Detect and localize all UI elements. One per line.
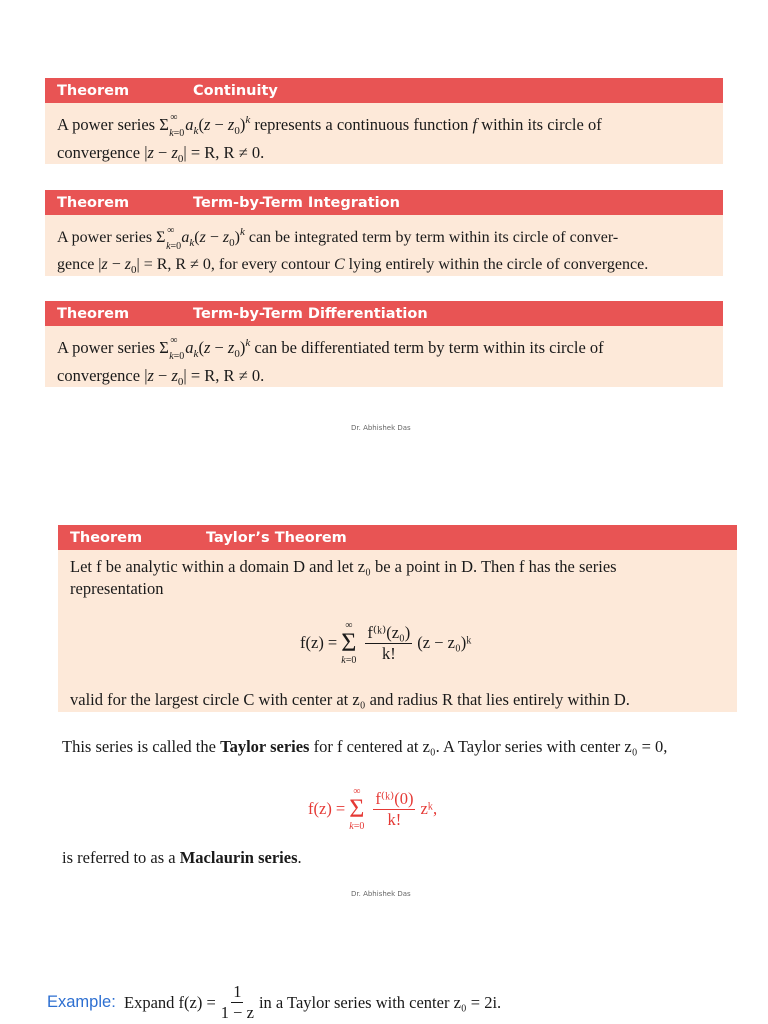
- theorem-term-differentiation: [45, 301, 723, 387]
- series-intro: A power series: [57, 338, 156, 357]
- formula-lhs: f(z) =: [300, 633, 338, 652]
- example-label: Example:: [47, 993, 116, 1011]
- theorem-label: Theorem: [57, 194, 130, 211]
- maclaurin-definition: [62, 847, 302, 869]
- statement-text: lying entirely within the circle of convergence.: [348, 256, 649, 273]
- taylor-formula: [300, 620, 471, 666]
- theorem-title: Taylor’s Theorem: [206, 529, 347, 546]
- statement-text: convergence |: [57, 143, 148, 162]
- author-credit: Dr. Abhishek Das: [351, 890, 411, 898]
- theorem-header: [58, 525, 737, 550]
- theorem-title: Continuity: [193, 82, 278, 99]
- theorem-statement: A power series Σ ∞ k=0 $a_k(z - z_0)^k$ can be integrated term by term within its circle of conver- gence $|z - z_0| = R$, R ≠ 0, for every contour C lying entirely within the circle of convergence.: [57, 225, 649, 276]
- statement-text: can be differentiated term by term within its circle of: [254, 338, 604, 357]
- theorem-taylor: [58, 525, 737, 712]
- theorem-statement: A power series Σ ∞ k=0 $a_k(z - z_0)^k$ represents a continuous function f within its circle of convergence $|z - z_0| = R$, R ≠ 0.: [57, 112, 602, 165]
- summation-icon: ∞ Σ k=0: [349, 786, 365, 832]
- statement-text: | = R, R ≠ 0, for every contour: [136, 256, 330, 273]
- theorem-label: Theorem: [57, 82, 130, 99]
- formula-rhs: zᵏ,: [420, 799, 438, 818]
- example: [47, 982, 501, 1023]
- statement-text: within its circle of: [481, 115, 602, 134]
- theorem-label: Theorem: [57, 305, 130, 322]
- formula-fraction: $\frac{\text{f⁽ᵏ⁾(0)}}{k!}$: [375, 788, 414, 829]
- term-taylor-series: Taylor series: [220, 737, 310, 756]
- text: is referred to as a: [62, 848, 176, 867]
- statement-text: can be integrated term by term within its circle of conver-: [248, 229, 619, 246]
- taylor-series-definition: [62, 736, 667, 758]
- series-intro: A power series: [57, 115, 156, 134]
- theorem-term-integration: [45, 190, 723, 276]
- theorem-validity: [58, 683, 642, 718]
- theorem-title: Term-by-Term Integration: [193, 194, 400, 211]
- summation-icon: ∞ Σ k=0: [341, 620, 357, 666]
- theorem-label: Theorem: [70, 529, 143, 546]
- statement-text: represents a continuous function: [254, 115, 469, 134]
- example-text: in a Taylor series with center z₀ = 2i.: [258, 992, 502, 1012]
- statement-text: | = R, R ≠ 0.: [183, 143, 265, 162]
- theorem-continuity: [45, 78, 723, 164]
- statement-text: valid for the largest circle C with center at z₀ and radius R that lies entirely within D.: [70, 690, 630, 709]
- maclaurin-formula: [308, 786, 437, 832]
- formula-lhs: f(z) =: [308, 799, 346, 818]
- theorem-title: Term-by-Term Differentiation: [193, 305, 428, 322]
- example-fraction: $\frac{1}{1 - z}$: [220, 982, 254, 1022]
- theorem-statement: [58, 550, 737, 607]
- statement-text: Let f be analytic within a domain D and let z₀ be a point in D. Then f has the series: [70, 557, 617, 576]
- statement-text: convergence |: [57, 366, 148, 385]
- theorem-header: [45, 190, 723, 215]
- statement-text: | = R, R ≠ 0.: [183, 366, 265, 385]
- text: .: [297, 848, 302, 867]
- theorem-header: [45, 301, 723, 326]
- series-intro: A power series: [57, 229, 153, 246]
- text: for f centered at z₀. A Taylor series with center z₀ = 0,: [313, 737, 668, 756]
- formula-fraction: $\frac{\text{f⁽ᵏ⁾(z₀)}}{k!}$: [367, 622, 411, 663]
- example-text: Expand f(z) =: [124, 992, 216, 1012]
- text: This series is called the: [62, 737, 216, 756]
- term-maclaurin-series: Maclaurin series: [179, 848, 298, 867]
- statement-text: representation: [70, 579, 164, 598]
- theorem-header: [45, 78, 723, 103]
- theorem-statement: A power series Σ ∞ k=0 $a_k(z - z_0)^k$ can be differentiated term by term within its circle of convergence $|z - z_0| = R$, R ≠ 0.: [57, 335, 604, 388]
- statement-text: gence |: [57, 256, 102, 273]
- formula-rhs: (z − z₀)ᵏ: [417, 633, 472, 652]
- author-credit: Dr. Abhishek Das: [351, 424, 411, 432]
